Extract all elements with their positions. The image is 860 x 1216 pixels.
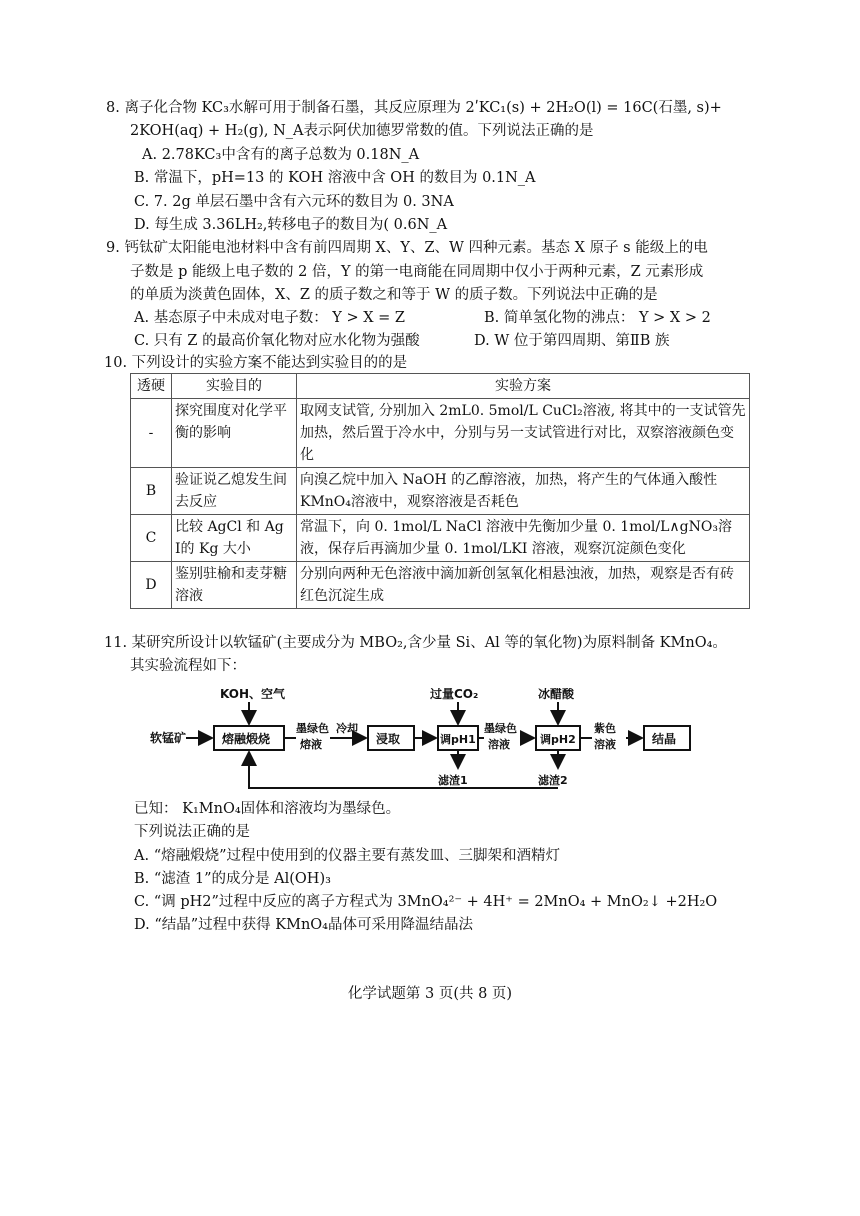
q8-option-b: B. 常温下，pH=13 的 KOH 溶液中含 OH 的数目为 0.1N_A [134, 170, 536, 186]
header-plan: 实验方案 [297, 374, 750, 399]
label-co2: 过量CO₂ [430, 688, 479, 701]
label-koh-air: KOH、空气 [220, 688, 286, 701]
page-footer: 化学试题第 3 页(共 8 页) [347, 986, 513, 1002]
row-tag: B [131, 468, 172, 515]
label-box4: 调pH2 [540, 733, 576, 746]
row-purpose: 探究围度对化学平衡的影响 [172, 399, 297, 468]
row-plan: 分别向两种无色溶液中滴加新创氢氧化相悬浊液，加热，观察是否有砖红色沉淀生成 [297, 562, 750, 609]
q11-option-d: D. “结晶”过程中获得 KMnO₄晶体可采用降温结晶法 [134, 917, 473, 933]
q11-ask: 下列说法正确的是 [134, 824, 250, 840]
q11-option-a: A. “熔融煅烧”过程中使用到的仪器主要有蒸发皿、三脚架和酒精灯 [134, 848, 561, 864]
table-header-row [131, 374, 750, 399]
label-residue1: 滤渣1 [438, 774, 468, 787]
label-mid4b: 溶液 [594, 738, 616, 751]
q9-option-a: A. 基态原子中未成对电子数： Y > X = Z [134, 310, 406, 326]
label-mid1a: 墨绿色 [296, 722, 329, 735]
row-purpose: 比较 AgCl 和 Ag I的 Kg 大小 [172, 515, 297, 562]
label-mid1b: 熔液 [300, 738, 322, 751]
q9-stem-line1: 9. 钙钛矿太阳能电池材料中含有前四周期 X、Y、Z、W 四种元素。基态 X 原子 s 能级上的电 [106, 240, 708, 256]
q8-stem-line1: 8. 离子化合物 KC₃水解可用于制备石墨，其反应原理为 2ʹKC₁(s) + 2H₂O(l) = 16C(石墨, s)+ [106, 100, 722, 116]
q11-known: 已知： K₁MnO₄固体和溶液均为墨绿色。 [134, 801, 401, 817]
q9-option-b: B. 简单氢化物的沸点： Y > X > 2 [484, 310, 711, 326]
q9-stem-line3: 的单质为淡黄色固体，X、Z 的质子数之和等于 W 的质子数。下列说法中正确的是 [130, 287, 658, 303]
q8-option-d: D. 每生成 3.36LH₂,转移电子的数目为( 0.6N_A [134, 217, 448, 233]
q8-stem-line2: 2KOH(aq) + H₂(g), N_A表示阿伏加德罗常数的值。下列说法正确的是 [130, 123, 594, 139]
q11-stem-line2: 其实验流程如下： [130, 658, 246, 674]
row-purpose: 验证说乙熄发生间去反应 [172, 468, 297, 515]
row-tag: C [131, 515, 172, 562]
label-residue2: 滤渣2 [538, 774, 568, 787]
table-row [131, 468, 750, 515]
header-option: 透硬 [131, 374, 172, 399]
q11-stem-line1: 11. 某研究所设计以软锰矿(主要成分为 MBO₂,含少量 Si、Al 等的氧化物)为原料制备 KMnO₄。 [104, 635, 727, 651]
table-row [131, 562, 750, 609]
arrow-recycle [249, 752, 558, 788]
label-box5: 结晶 [652, 732, 677, 746]
process-flow-diagram [150, 688, 710, 798]
label-box3: 调pH1 [440, 733, 476, 746]
label-mid3b: 溶液 [488, 738, 510, 751]
label-acetic: 冰醋酸 [538, 688, 575, 701]
row-tag: D [131, 562, 172, 609]
row-plan: 取网支试管, 分别加入 2mL0. 5mol/L CuCl₂溶液, 将其中的一支试管先加热，然后置于冷水中，分别与另一支试管进行对比，双察溶液颜色变化 [297, 399, 750, 468]
label-cooling: 冷却 [336, 722, 358, 735]
row-purpose: 鉴别驻榆和麦芽糖溶液 [172, 562, 297, 609]
q9-option-c: C. 只有 Z 的最高价氧化物对应水化物为强酸 [134, 333, 420, 349]
label-mid4a: 紫色 [594, 722, 616, 735]
q9-option-d: D. W 位于第四周期、第ⅡB 族 [474, 333, 670, 349]
experiment-table [130, 373, 750, 609]
q8-option-c: C. 7. 2g 单层石墨中含有六元环的数目为 0. 3NA [134, 194, 454, 210]
row-plan: 向溴乙烷中加入 NaOH 的乙醇溶液，加热，将产生的气体通入酸性 KMnO₄溶液中，观察溶液是否耗色 [297, 468, 750, 515]
q11-option-c: C. “调 pH2”过程中反应的离子方程式为 3MnO₄²⁻ + 4H⁺ = 2MnO₄ + MnO₂↓ +2H₂O [134, 894, 718, 910]
q11-option-b: B. “滤渣 1”的成分是 Al(OH)₃ [134, 871, 331, 887]
label-input: 软锰矿 [150, 731, 187, 745]
row-plan: 常温下，向 0. 1mol/L NaCl 溶液中先衡加少量 0. 1mol/L∧gNO₃溶液，保存后再滴加少量 0. 1mol/LKI 溶液，观察沉淀颜色变化 [297, 515, 750, 562]
label-box2: 浸取 [376, 732, 401, 746]
row-tag: - [131, 399, 172, 468]
label-box1: 熔融煅烧 [222, 732, 271, 746]
table-row [131, 399, 750, 468]
table-row [131, 515, 750, 562]
q10-stem: 10. 下列设计的实验方案不能达到实验目的的是 [104, 355, 408, 371]
header-purpose: 实验目的 [172, 374, 297, 399]
q8-option-a: A. 2.78KC₃中含有的离子总数为 0.18N_A [142, 147, 420, 163]
label-mid3a: 墨绿色 [484, 722, 517, 735]
q9-stem-line2: 子数是 p 能级上电子数的 2 倍，Y 的第一电商能在同周期中仅小于两种元素，Z 元素形成 [130, 264, 704, 280]
